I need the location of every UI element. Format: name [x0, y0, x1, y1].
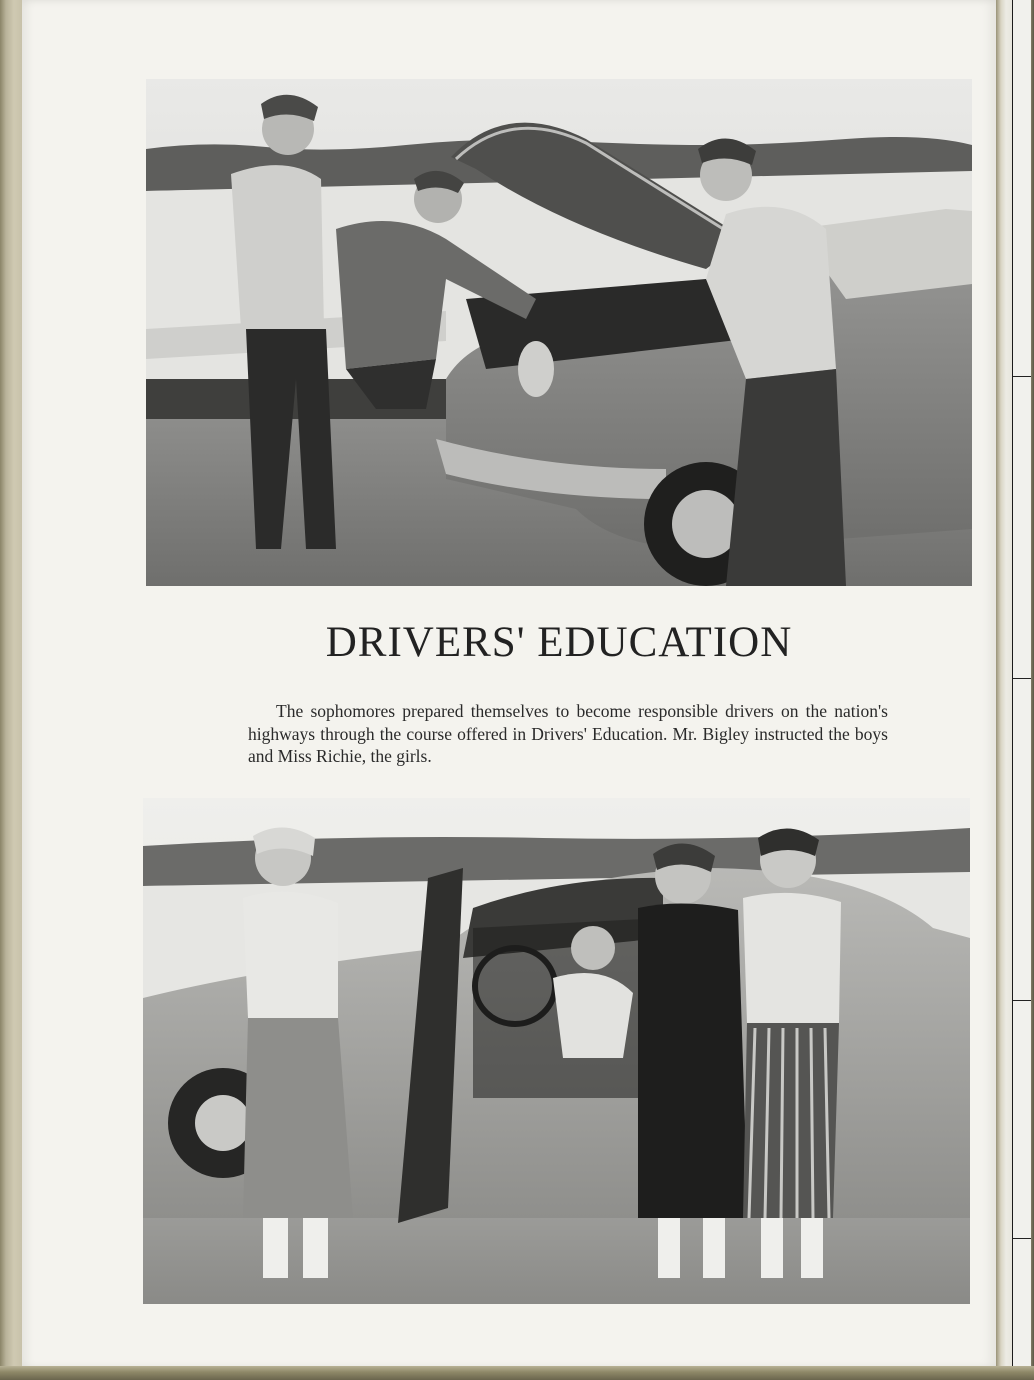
book-binding — [996, 0, 1034, 1380]
facing-page-edge — [1012, 0, 1031, 1380]
cover-bottom-edge — [0, 1366, 1034, 1380]
photo-boys-with-car-image — [146, 79, 972, 586]
photo-girls-with-car-image — [143, 798, 970, 1304]
photo-girls-with-car — [143, 798, 970, 1304]
photo-boys-with-car — [146, 79, 972, 586]
caption-paragraph: The sophomores prepared themselves to become responsible drivers on the nation's highways through the course offered in Drivers' Education. Mr. Bigley instructed the boys and Miss Richie, the girls. — [248, 701, 888, 766]
page-title: DRIVERS' EDUCATION — [325, 619, 793, 666]
